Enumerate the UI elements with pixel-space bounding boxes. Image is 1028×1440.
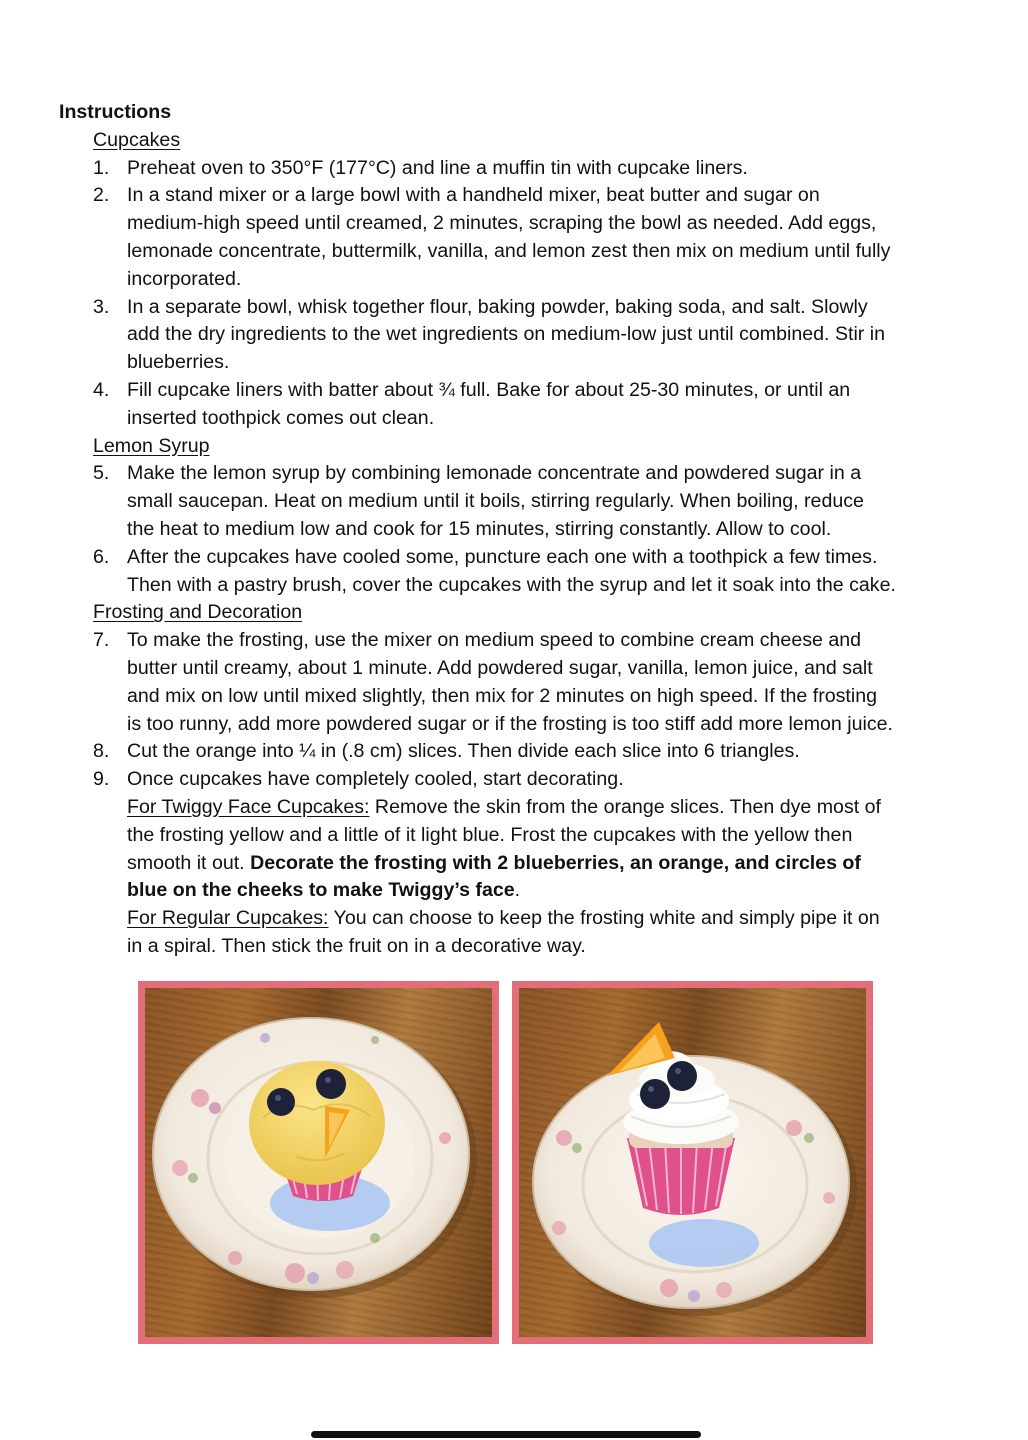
- blueberry: [316, 1069, 346, 1099]
- frosting-steps: [59, 627, 969, 961]
- step-number: 7.: [93, 629, 110, 652]
- section-title-frosting: Frosting and Decoration: [93, 601, 303, 624]
- twiggy-paragraph: For Twiggy Face Cupcakes: Remove the skin from the orange slices. Then dye most of the frosting yellow and a little of it light blue. Frost the cupcakes with the yellow then smooth it out. Decorate the frosting with 2 blueberries, an orange, and circles of blue on the cheeks to make Twiggy’s face.: [127, 795, 881, 902]
- step-number: 6.: [93, 545, 110, 568]
- step-number: 9.: [93, 768, 110, 791]
- blueberry: [640, 1079, 670, 1109]
- instructions-heading: Instructions: [59, 101, 172, 123]
- regular-cupcake-photo: [512, 981, 873, 1344]
- twiggy-cupcake-photo: [138, 981, 499, 1344]
- regular-label: For Regular Cupcakes:: [127, 907, 329, 930]
- regular-cupcake-illustration: [519, 988, 866, 1337]
- step-4: 4. Fill cupcake liners with batter about ¾ full. Bake for about 25-30 minutes, or until an inserted toothpick comes out clean.: [93, 378, 851, 429]
- step-7: 7. To make the frosting, use the mixer on medium speed to combine cream cheese and butter until creamy, about 1 minute. Add powdered sugar, vanilla, lemon juice, and salt and mix on low until mixed slightly, then mix for 2 minutes on high speed. If the frosting is too runny, add more powdered sugar or if the frosting is too stiff add more lemon juice.: [93, 629, 894, 735]
- step-8: 8. Cut the orange into ¼ in (.8 cm) slices. Then divide each slice into 6 triangles.: [59, 738, 969, 766]
- step-number: 1.: [93, 156, 110, 179]
- regular-paragraph: For Regular Cupcakes: You can choose to keep the frosting white and simply pipe it on in a spiral. Then stick the fruit on in a decorative way.: [127, 907, 880, 957]
- step-1: 1. Preheat oven to 350°F (177°C) and line a muffin tin with cupcake liners.: [59, 155, 969, 183]
- step-number: 4.: [93, 378, 110, 401]
- step-5: 5. Make the lemon syrup by combining lemonade concentrate and powdered sugar in a small saucepan. Heat on medium until it boils, stirring regularly. When boiling, reduce the heat to medium low and cook for 15 minutes, stirring constantly. Allow to cool.: [93, 462, 864, 540]
- step-number: 2.: [93, 184, 110, 207]
- blueberry: [667, 1061, 697, 1091]
- recipe-instructions: [59, 99, 969, 961]
- twiggy-cupcake-illustration: [145, 988, 492, 1337]
- home-indicator[interactable]: [311, 1431, 701, 1438]
- twiggy-label: For Twiggy Face Cupcakes:: [127, 795, 370, 818]
- section-title-lemon-syrup: Lemon Syrup: [93, 434, 210, 457]
- blueberry: [267, 1088, 295, 1116]
- step-9: 9. Once cupcakes have completely cooled, start decorating. For Twiggy Face Cupcakes: Remove the skin from the orange slices. Then dye most of the frosting yellow and a little of it light blue. Frost the cupcakes with the yellow then smooth it out. Decorate the frosting with 2 blueberries, an orange, and circles of blue on the cheeks to make Twiggy’s face. For Regular Cupcakes: You can choose to keep the frosting white and simply pipe it on in a spiral. Then stick the fruit on in a decorative way.: [59, 766, 969, 961]
- step-2: 2. In a stand mixer or a large bowl with a handheld mixer, beat butter and sugar on medium-high speed until creamed, 2 minutes, scraping the bowl as needed. Add eggs, lemonade concentrate, buttermilk, vanilla, and lemon zest then mix on medium until fully incorporated.: [93, 184, 891, 290]
- step-3: 3. In a separate bowl, whisk together flour, baking powder, baking soda, and salt. Slowly add the dry ingredients to the wet ingredients on medium-low just until combined. Stir in blueberries.: [93, 295, 886, 374]
- step-6: 6. After the cupcakes have cooled some, puncture each one with a toothpick a few times. Then with a pastry brush, cover the cupcakes with the syrup and let it soak into the cake.: [93, 545, 896, 596]
- step-number: 3.: [93, 295, 110, 318]
- syrup-steps: [59, 460, 969, 599]
- cupcakes-steps: [59, 155, 969, 433]
- step-number: 5.: [93, 462, 110, 485]
- step-number: 8.: [93, 740, 110, 763]
- section-title-cupcakes: Cupcakes: [93, 128, 181, 151]
